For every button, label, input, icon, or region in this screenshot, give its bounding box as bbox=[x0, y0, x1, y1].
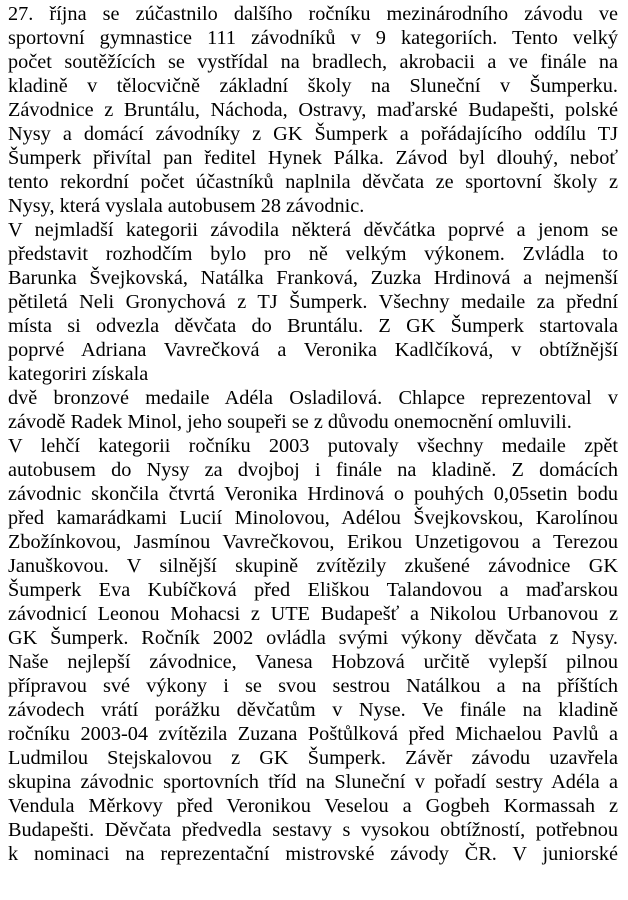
text-line: závodnicí Leonou Mohacsi z UTE Budapešť a Nikolou Urbanovou z bbox=[8, 603, 618, 625]
text-line: závodnic skončila čtvrtá Veronika Hrdinová o pouhých 0,05setin bodu bbox=[8, 483, 618, 505]
text-line: Nysy a domácí závodníky z GK Šumperk a pořádajícího oddílu TJ bbox=[8, 123, 618, 145]
text-line: počet soutěžících se vystřídal na bradlech, akrobacii a ve finále na bbox=[8, 51, 618, 73]
text-line: kategoriri získala bbox=[8, 363, 149, 385]
text-line: závodech vrátí porážku děvčatům v Nyse. Ve finále na kladině bbox=[8, 699, 618, 721]
text-line: Budapešti. Děvčata předvedla sestavy s vysokou obtížností, potřebnou bbox=[8, 819, 618, 841]
text-line: Ludmilou Stejskalovou z GK Šumperk. Závěr závodu uzavřela bbox=[8, 747, 618, 769]
text-line: 27. října se zúčastnilo dalšího ročníku mezinárodního závodu ve bbox=[8, 3, 618, 25]
text-line: sportovní gymnastice 111 závodníků v 9 kategoriích. Tento velký bbox=[8, 27, 618, 49]
text-line: Šumperk přivítal pan ředitel Hynek Pálka. Závod byl dlouhý, neboť bbox=[8, 147, 618, 169]
text-line: GK Šumperk. Ročník 2002 ovládla svými výkony děvčata z Nysy. bbox=[8, 627, 618, 649]
text-line: představit rozhodčím bylo pro ně velkým výkonem. Zvládla to bbox=[8, 243, 618, 265]
text-line: poprvé Adriana Vavrečková a Veronika Kadlčíková, v obtížnější bbox=[8, 339, 618, 361]
text-line: autobusem do Nysy za dvojboj i finále na kladině. Z domácích bbox=[8, 459, 618, 481]
text-line: před kamarádkami Lucií Minolovou, Adélou Švejkovskou, Karolínou bbox=[8, 507, 618, 529]
text-line: kladině v tělocvičně základní školy na Sluneční v Šumperku. bbox=[8, 75, 618, 97]
text-line: dvě bronzové medaile Adéla Osladilová. Chlapce reprezentoval v bbox=[8, 387, 618, 409]
text-line: tento rekordní počet účastníků naplnila děvčata ze sportovní školy z bbox=[8, 171, 618, 193]
text-line: ročníku 2003-04 zvítězila Zuzana Poštůlková před Michaelou Pavlů a bbox=[8, 723, 618, 745]
text-line: místa si odvezla děvčata do Bruntálu. Z GK Šumperk startovala bbox=[8, 315, 618, 337]
text-line: pětiletá Neli Gronychová z TJ Šumperk. Všechny medaile za přední bbox=[8, 291, 618, 313]
text-line: Barunka Švejkovská, Natálka Franková, Zuzka Hrdinová a nejmenší bbox=[8, 267, 618, 289]
text-line: Závodnice z Bruntálu, Náchoda, Ostravy, maďarské Budapešti, polské bbox=[8, 99, 618, 121]
text-line: V nejmladší kategorii závodila některá děvčátka poprvé a jenom se bbox=[8, 219, 618, 241]
text-line: Nysy, která vyslala autobusem 28 závodnic. bbox=[8, 195, 365, 217]
text-line: závodě Radek Minol, jeho soupeři se z důvodu onemocnění omluvili. bbox=[8, 411, 572, 433]
text-line: V lehčí kategorii ročníku 2003 putovaly všechny medaile zpět bbox=[8, 435, 618, 457]
text-line: Naše nejlepší závodnice, Vanesa Hobzová určitě vylepší pilnou bbox=[8, 651, 618, 673]
text-line: skupina závodnic sportovních tříd na Sluneční v pořadí sestry Adéla a bbox=[8, 771, 618, 793]
text-line: Januškovou. V silnější skupině zvítězily zkušené závodnice GK bbox=[8, 555, 618, 577]
text-line: Zbožínkovou, Jasmínou Vavrečkovou, Erikou Unzetigovou a Terezou bbox=[8, 531, 618, 553]
text-line: přípravou své výkony i se svou sestrou Natálkou a na příštích bbox=[8, 675, 618, 697]
text-line: Šumperk Eva Kubíčková před Eliškou Talandovou a maďarskou bbox=[8, 579, 618, 601]
text-line: Vendula Měrkovy před Veronikou Veselou a Gogbeh Kormassah z bbox=[8, 795, 618, 817]
text-line: k nominaci na reprezentační mistrovské závody ČR. V juniorské bbox=[8, 843, 618, 865]
